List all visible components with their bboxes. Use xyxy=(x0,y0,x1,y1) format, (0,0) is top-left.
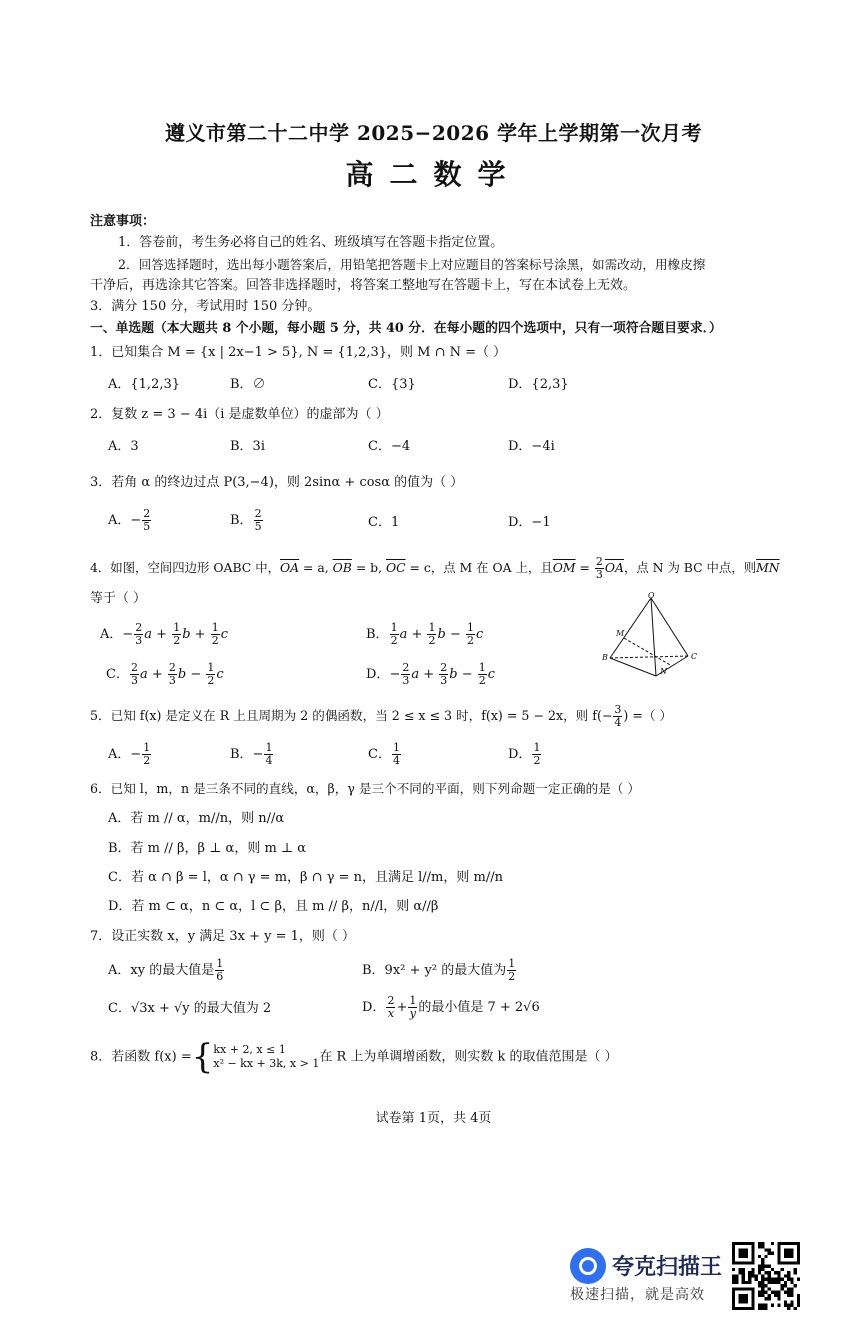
option-text: B．9x² + y² 的最大值为 xyxy=(362,963,507,978)
denominator: 5 xyxy=(143,520,151,533)
sign: − xyxy=(389,667,401,682)
stem-part: 4．如图，空间四边形 OABC 中， xyxy=(90,560,280,575)
numerator: 1 xyxy=(508,957,516,970)
fraction xyxy=(595,556,604,581)
numerator: 2 xyxy=(440,661,448,674)
numerator: 3 xyxy=(614,703,622,716)
question-6-option-b: B．若 m // β，β ⊥ α，则 m ⊥ α xyxy=(108,841,307,856)
term: c xyxy=(487,667,496,682)
denominator: x xyxy=(387,1007,395,1020)
option-label: B． xyxy=(366,627,389,642)
question-6-option-c: C．若 α ∩ β = l，α ∩ γ = m，β ∩ γ = n，且满足 l//m，则 m//n xyxy=(108,870,503,885)
denominator: 3 xyxy=(130,674,138,687)
numerator: 1 xyxy=(265,741,273,754)
option-label: D． xyxy=(508,747,532,762)
term: a + xyxy=(411,667,439,682)
fraction xyxy=(386,995,395,1020)
option-label: B． xyxy=(230,513,253,528)
denominator: 2 xyxy=(211,634,219,647)
numerator: 1 xyxy=(211,621,219,634)
fraction xyxy=(142,742,151,767)
option-label: C． xyxy=(106,667,129,682)
section-1-title: 一、单选题（本大题共 8 个小题，每小题 5 分，共 40 分．在每小题的四个选项中，只有一项符合题目要求．） xyxy=(90,321,722,336)
piecewise-cases xyxy=(213,1043,319,1071)
option-text: 的最小值是 7 + 2√6 xyxy=(418,1000,540,1015)
question-2-option-c: C．−4 xyxy=(368,439,411,454)
numerator: 2 xyxy=(143,507,151,520)
fraction xyxy=(408,995,417,1020)
fraction xyxy=(392,742,401,767)
term: a + xyxy=(399,627,427,642)
denominator: y xyxy=(409,1007,416,1020)
label-m: M xyxy=(616,629,625,638)
numerator: 2 xyxy=(130,661,138,674)
question-3-option-b xyxy=(230,508,264,533)
fraction xyxy=(215,958,224,983)
scanner-brand: 夸克扫描王 xyxy=(612,1255,723,1280)
question-7-option-d xyxy=(362,995,540,1020)
notice-heading: 注意事项： xyxy=(90,214,156,229)
fraction xyxy=(478,662,487,687)
edge-ac xyxy=(610,656,688,658)
numerator: 1 xyxy=(173,621,181,634)
question-2-stem: 2．复数 z = 3 − 4i（i 是虚数单位）的虚部为（ ） xyxy=(90,407,389,422)
scanner-logo-icon xyxy=(570,1248,606,1284)
question-4-stem: 4．如图，空间四边形 OABC 中，$\overline{OA} = a$, $\overline{OB} = b$, $\overline{OC} = c$，点 M 在 OA 上，且$\overline{OM}$ = $\frac{2}{3}$ $\overline{OA}$，点 N 为 BC 中点，则$\overline{MN}$ xyxy=(90,555,780,581)
term: b − xyxy=(177,667,206,682)
stem-part: = a, xyxy=(299,560,333,575)
question-4-option-b xyxy=(366,622,483,647)
label-o: O xyxy=(648,592,655,600)
question-8-stem xyxy=(90,1037,618,1077)
notice-item-1: 1．答卷前，考生务必将自己的姓名、班级填写在答题卡指定位置。 xyxy=(118,235,504,250)
denominator: 3 xyxy=(402,674,410,687)
term: b − xyxy=(437,627,465,642)
tetrahedron-figure xyxy=(596,592,706,682)
option-label: A． xyxy=(100,627,123,642)
option-text: A．xy 的最大值是 xyxy=(108,963,215,978)
denominator: 2 xyxy=(207,674,215,687)
fraction xyxy=(390,622,399,647)
numerator: 1 xyxy=(478,661,486,674)
question-1-option-a: A．{1,2,3} xyxy=(108,377,181,392)
term: c xyxy=(216,667,224,682)
question-7-option-a xyxy=(108,958,225,983)
piece-1: kx + 2, x ≤ 1 xyxy=(213,1043,286,1056)
question-1-option-d: D．{2,3} xyxy=(508,377,569,392)
fraction xyxy=(466,622,475,647)
stem-part: 在 R 上为单调增函数，则实数 k 的取值范围是（ ） xyxy=(319,1049,618,1065)
numerator: 1 xyxy=(143,741,151,754)
term: a + xyxy=(139,667,167,682)
stem-part: ，点 N 为 BC 中点，则 xyxy=(623,560,757,575)
edge-oa xyxy=(610,598,651,658)
question-2-option-a: A．3 xyxy=(108,439,139,454)
fraction xyxy=(172,622,181,647)
denominator: 2 xyxy=(466,634,474,647)
question-7-option-c: C．√3x + √y 的最大值为 2 xyxy=(108,1001,272,1016)
stem-part: =（ ） xyxy=(628,708,673,723)
numerator: 2 xyxy=(402,661,410,674)
fraction xyxy=(254,508,263,533)
question-6-option-d: D．若 m ⊂ α，n ⊂ α，l ⊂ β，且 m // β，n//l，则 α//β xyxy=(108,899,439,914)
vector-mn: $\overline{MN}$ xyxy=(756,560,780,575)
question-2-option-d: D．−4i xyxy=(508,439,555,454)
denominator: 3 xyxy=(168,674,176,687)
numerator: 2 xyxy=(135,621,143,634)
notice-item-3: 3．满分 150 分，考试用时 150 分钟。 xyxy=(90,299,321,314)
label-n: N xyxy=(660,667,667,676)
numerator: 1 xyxy=(216,957,224,970)
question-5-option-d xyxy=(508,742,542,767)
term: c xyxy=(475,627,484,642)
fraction xyxy=(613,704,622,729)
vector-oa: $\overline{OA}$ xyxy=(279,560,300,575)
numerator: 1 xyxy=(392,741,400,754)
fraction xyxy=(264,742,273,767)
scanner-slogan: 极速扫描，就是高效 xyxy=(570,1287,705,1303)
fraction xyxy=(211,622,220,647)
denominator: 6 xyxy=(216,970,224,983)
question-6-stem: 6．已知 l，m，n 是三条不同的直线，α，β，γ 是三个不同的平面，则下列命题一定正确的是（ ） xyxy=(90,781,640,796)
stem-part: = b, xyxy=(351,560,386,575)
fraction xyxy=(206,662,215,687)
label-c: C xyxy=(691,652,698,661)
edge-oc xyxy=(651,598,688,656)
question-2-option-b: B．3i xyxy=(230,439,265,454)
term: a + xyxy=(144,627,172,642)
question-7-option-b xyxy=(362,958,517,983)
numerator: 1 xyxy=(466,621,474,634)
question-5-stem: 5．已知 f(x) 是定义在 R 上且周期为 2 的偶函数，当 2 ≤ x ≤ 3 时，f(x) = 5 − 2x，则 f(− $\frac{3}{4}$ ) =（ ） xyxy=(90,703,673,729)
numerator: 2 xyxy=(168,661,176,674)
fraction xyxy=(427,622,436,647)
numerator: 2 xyxy=(254,507,262,520)
question-5-option-c xyxy=(368,742,402,767)
denominator: 2 xyxy=(533,754,541,767)
vector-om: $\overline{OM}$ xyxy=(552,560,576,575)
notice-item-2-cont: 干净后，再选涂其它答案。回答非选择题时，将答案工整地写在答题卡上，写在本试卷上无效。 xyxy=(90,278,637,293)
brace: { xyxy=(191,1037,214,1077)
question-3-stem: 3．若角 α 的终边过点 P(3,−4)，则 2sinα + cosα 的值为（ ） xyxy=(90,475,464,490)
term: b − xyxy=(449,667,477,682)
scanner-watermark xyxy=(570,1244,730,1304)
vector-oa: $\overline{OA}$ xyxy=(604,560,624,575)
option-label: D． xyxy=(362,1000,386,1015)
vector-ob: $\overline{OB}$ xyxy=(332,560,352,575)
fraction xyxy=(532,742,541,767)
stem-part: 8．若函数 f(x) = xyxy=(90,1049,192,1065)
segment-mn xyxy=(624,638,672,666)
term: c xyxy=(220,627,228,642)
question-4-option-a xyxy=(100,622,228,647)
plus-sign: + xyxy=(396,1000,408,1015)
question-1-option-c: C．{3} xyxy=(368,377,416,392)
question-4-option-d xyxy=(366,662,495,687)
edge-ab xyxy=(610,658,656,676)
stem-part: 5．已知 f(x) 是定义在 R 上且周期为 2 的偶函数，当 2 ≤ x ≤ 3 时，f(x) = 5 − 2x，则 f xyxy=(90,708,597,723)
option-label: C． xyxy=(368,747,391,762)
option-label: D． xyxy=(366,667,390,682)
denominator: 2 xyxy=(390,634,398,647)
denominator: 3 xyxy=(135,634,143,647)
numerator: 1 xyxy=(390,621,398,634)
question-4-stem-cont: 等于（ ） xyxy=(90,591,147,606)
numerator: 1 xyxy=(533,741,541,754)
piece-2: x² − kx + 3k, x > 1 xyxy=(213,1057,320,1070)
question-5-option-b xyxy=(230,742,274,767)
option-label: A．− xyxy=(108,513,142,528)
stem-part: = c xyxy=(405,560,431,575)
denominator: 4 xyxy=(614,716,622,729)
denominator: 2 xyxy=(428,634,436,647)
denominator: 3 xyxy=(440,674,448,687)
numerator: 1 xyxy=(409,994,417,1007)
denominator: 2 xyxy=(173,634,181,647)
edge-ob xyxy=(651,598,656,676)
numerator: 1 xyxy=(207,661,215,674)
question-5-option-a xyxy=(108,742,152,767)
denominator: 4 xyxy=(392,754,400,767)
page-footer: 试卷第 1页，共 4页 xyxy=(375,1111,492,1126)
question-4-option-c xyxy=(106,662,224,687)
notice-item-2: 2．回答选择题时，选出每小题答案后，用铅笔把答题卡上对应题目的答案标号涂黑，如需改动，用橡皮擦 xyxy=(118,257,706,272)
fraction xyxy=(439,662,448,687)
question-1-stem: 1．已知集合 M = {x | 2x−1 > 5}, N = {1,2,3}，则 M ∩ N =（ ） xyxy=(90,345,507,360)
denominator: 3 xyxy=(595,568,603,581)
fraction xyxy=(401,662,410,687)
question-3-option-c: C．1 xyxy=(368,515,400,530)
fraction xyxy=(142,508,151,533)
fraction xyxy=(168,662,177,687)
denominator: 2 xyxy=(508,970,516,983)
sign: − xyxy=(122,627,134,642)
denominator: 4 xyxy=(265,754,273,767)
option-label: A．− xyxy=(108,747,142,762)
question-3-option-a xyxy=(108,508,152,533)
fraction xyxy=(130,662,139,687)
question-1-option-b: B．∅ xyxy=(230,377,266,392)
question-6-option-a: A．若 m // α，m//n，则 n//α xyxy=(108,811,285,826)
school-title: 遵义市第二十二中学 2025−2026 学年上学期第一次月考 xyxy=(164,121,702,145)
qr-code-icon xyxy=(732,1242,800,1310)
numerator: 1 xyxy=(428,621,436,634)
option-label: B．− xyxy=(230,747,264,762)
denominator: 5 xyxy=(254,520,262,533)
subject-title: 高二数学 xyxy=(345,158,522,191)
denominator: 2 xyxy=(143,754,151,767)
fraction xyxy=(507,958,516,983)
vector-oc: $\overline{OC}$ xyxy=(385,560,406,575)
question-3-option-d: D．−1 xyxy=(508,515,551,530)
fraction xyxy=(134,622,143,647)
label-b: B xyxy=(602,653,608,662)
denominator: 2 xyxy=(478,674,486,687)
stem-part: ，点 M 在 OA 上，且 xyxy=(430,560,553,575)
numerator: 2 xyxy=(387,994,395,1007)
term: b + xyxy=(182,627,210,642)
question-7-stem: 7．设正实数 x，y 满足 3x + y = 1，则（ ） xyxy=(90,929,356,944)
numerator: 2 xyxy=(595,555,603,568)
